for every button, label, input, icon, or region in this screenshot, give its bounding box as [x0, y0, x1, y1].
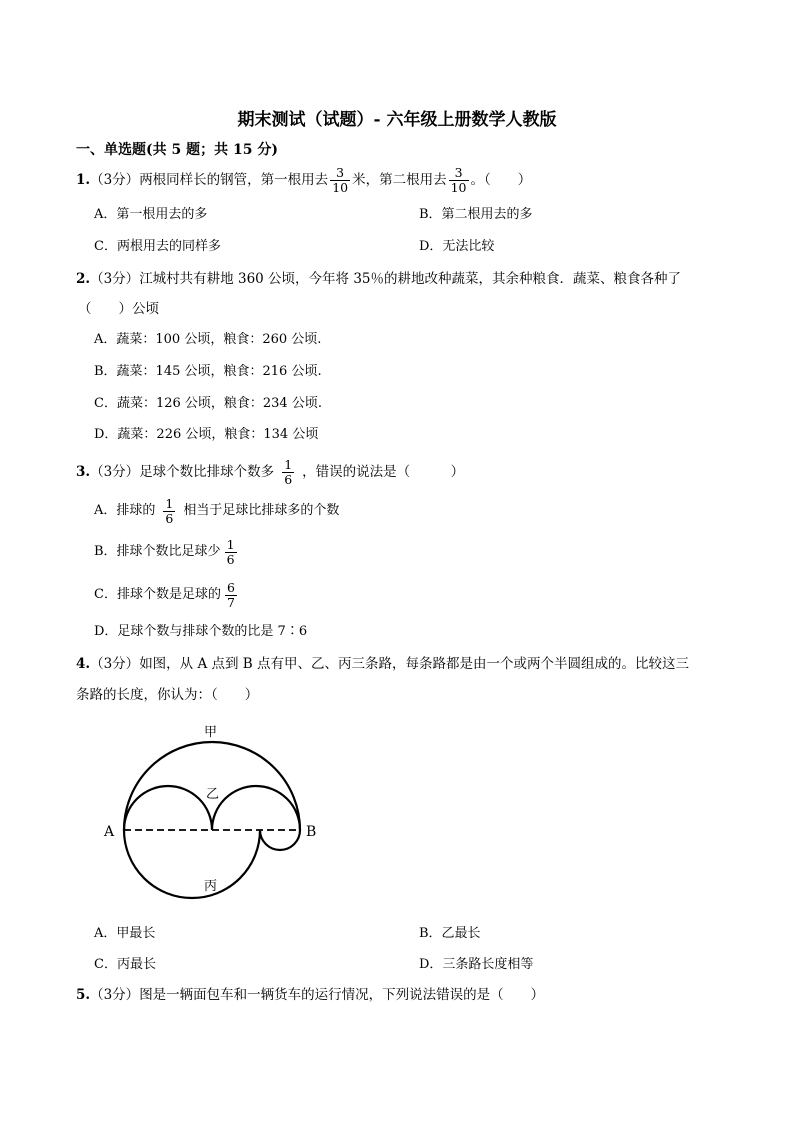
point-b-label: B — [306, 824, 317, 840]
option-d[interactable]: D．蔬菜：226 公顷，粮食：134 公顷 — [94, 427, 319, 442]
fraction — [282, 458, 294, 487]
fraction-numerator: 1 — [165, 495, 174, 511]
question-1 — [76, 162, 531, 198]
question-text: 图是一辆面包车和一辆货车的运行情况，下列说法错误的是（ ） — [139, 987, 545, 1003]
option-b[interactable]: B．蔬菜：145 公顷，粮食：216 公顷. — [94, 364, 322, 379]
question-4 — [76, 654, 689, 674]
question-score: （3分） — [90, 172, 140, 188]
fraction-denominator: 6 — [226, 551, 235, 567]
question-text-line2: 条路的长度，你认为：（ ） — [76, 687, 259, 703]
option-c[interactable]: C．两根用去的同样多 — [94, 239, 221, 254]
question-score: （3分） — [90, 656, 140, 672]
question-text: 江城村共有耕地 360 公顷，今年将 35％的耕地改种蔬菜，其余种粮食．蔬菜、粮食各种了 — [139, 271, 682, 287]
option-text: C．排球个数是足球的 — [94, 587, 221, 602]
fraction-numerator: 3 — [454, 164, 463, 180]
option-b[interactable]: B．第二根用去的多 — [419, 207, 533, 222]
fraction-denominator: 10 — [332, 179, 349, 195]
question-text: 。（ ） — [470, 172, 532, 188]
option-c[interactable] — [94, 578, 241, 612]
fraction — [330, 166, 350, 195]
question-score: （3分） — [90, 464, 140, 480]
question-score: （3分） — [90, 271, 140, 287]
option-a[interactable]: A．甲最长 — [94, 926, 156, 941]
paths-figure — [100, 712, 330, 912]
fraction-numerator: 6 — [226, 579, 235, 595]
path-jia — [124, 742, 300, 830]
option-d[interactable]: D．无法比较 — [419, 239, 495, 254]
fraction-denominator: 7 — [226, 594, 235, 610]
fraction-denominator: 6 — [165, 510, 174, 526]
question-number: 3. — [76, 464, 91, 480]
question-text: 足球个数比排球个数多 — [139, 464, 275, 480]
fraction-numerator: 3 — [336, 164, 345, 180]
option-c[interactable]: C．丙最长 — [94, 957, 156, 972]
option-text: B．排球个数比足球少 — [94, 544, 221, 559]
question-score: （3分） — [90, 987, 140, 1003]
question-2 — [76, 269, 681, 289]
fraction-numerator: 1 — [226, 536, 235, 552]
option-b[interactable] — [94, 535, 241, 569]
question-number: 1. — [76, 172, 91, 188]
fraction — [225, 581, 237, 610]
fraction-numerator: 1 — [284, 456, 293, 472]
point-a-label: A — [104, 824, 115, 840]
label-jia: 甲 — [204, 725, 218, 740]
option-d[interactable]: D．三条路长度相等 — [419, 957, 534, 972]
option-d[interactable]: D．足球个数与排球个数的比是 7∶6 — [94, 624, 308, 639]
option-c[interactable]: C．蔬菜：126 公顷，粮食：234 公顷. — [94, 396, 322, 411]
fraction-denominator: 10 — [450, 179, 467, 195]
option-b[interactable]: B．乙最长 — [419, 926, 481, 941]
question-text-line2: （ ）公顷 — [78, 301, 159, 317]
fraction — [225, 538, 237, 567]
question-text: ，错误的说法是（ ） — [302, 464, 465, 480]
option-text: A．排球的 — [94, 503, 156, 518]
option-a[interactable]: A．蔬菜：100 公顷，粮食：260 公顷. — [94, 332, 322, 347]
question-number: 2. — [76, 271, 91, 287]
option-text: 相当于足球比排球多的个数 — [183, 503, 340, 518]
section-heading: 一、单选题(共 5 题；共 15 分) — [76, 142, 278, 158]
label-yi: 乙 — [206, 787, 220, 802]
question-number: 4. — [76, 656, 91, 672]
question-text: 两根同样长的钢管，第一根用去 — [139, 172, 329, 188]
option-a[interactable]: A．第一根用去的多 — [94, 207, 208, 222]
question-number: 5. — [76, 987, 91, 1003]
fraction — [163, 497, 175, 526]
fraction — [449, 166, 469, 195]
question-3 — [76, 455, 464, 489]
page-title: 期末测试（试题）- 六年级上册数学人教版 — [237, 110, 557, 130]
question-text: 米，第二根用去 — [352, 172, 447, 188]
question-text: 如图，从 A 点到 B 点有甲、乙、丙三条路，每条路都是由一个或两个半圆组成的。比较这三 — [139, 656, 690, 672]
option-a[interactable] — [94, 494, 339, 528]
question-5 — [76, 985, 544, 1005]
fraction-denominator: 6 — [284, 471, 293, 487]
label-bing: 丙 — [204, 879, 218, 894]
